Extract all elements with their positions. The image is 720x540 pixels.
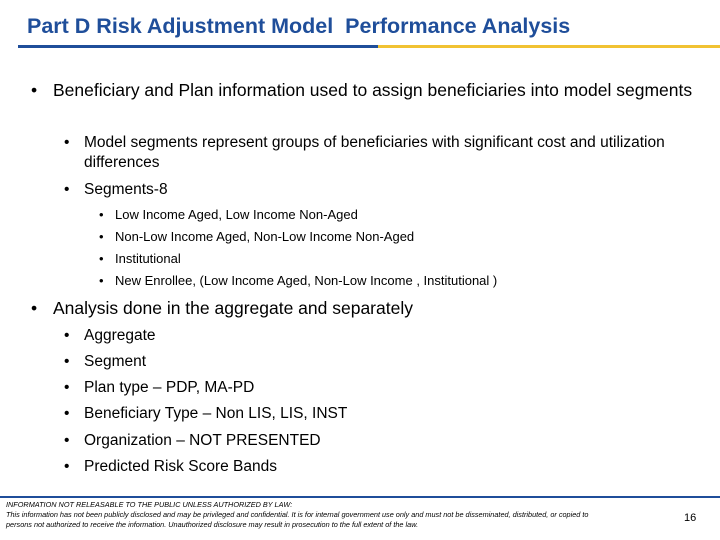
bullet-model-segments bbox=[64, 133, 704, 173]
bullet-organization bbox=[64, 431, 704, 451]
bullet-marker: • bbox=[64, 432, 70, 449]
bullet-marker: • bbox=[99, 229, 104, 244]
bullet-text: Organization – NOT PRESENTED bbox=[84, 432, 321, 449]
footer-heading: INFORMATION NOT RELEASABLE TO THE PUBLIC UNLESS AUTHORIZED BY LAW: bbox=[6, 500, 293, 509]
bullet-risk-score-bands bbox=[64, 457, 704, 477]
bullet-marker: • bbox=[64, 181, 70, 198]
bullet-marker: • bbox=[99, 273, 104, 288]
bullet-text: Model segments represent groups of beneficiaries with significant cost and utilization differences bbox=[84, 134, 665, 171]
bullet-marker: • bbox=[31, 298, 38, 318]
bullet-text: Aggregate bbox=[84, 327, 156, 344]
bullet-text: Segments-8 bbox=[84, 181, 168, 198]
bullet-text: Analysis done in the aggregate and separately bbox=[53, 298, 413, 318]
bullet-text: Beneficiary Type – Non LIS, LIS, INST bbox=[84, 405, 348, 422]
footer-disclaimer: This information has not been publicly disclosed and may be privileged and confidential. It is for internal government use only and must not be disseminated, distributed, or copied to persons not authorized to receive the information. Unauthorized disclosure may result in prosecution to the full extent of the law. bbox=[6, 510, 589, 529]
bullet-marker: • bbox=[64, 405, 70, 422]
bullet-segments-8 bbox=[64, 180, 704, 200]
bullet-text: Non-Low Income Aged, Non-Low Income Non-Aged bbox=[115, 229, 415, 244]
slide-title: Part D Risk Adjustment Model Performance Analysis bbox=[27, 14, 571, 38]
bullet-marker: • bbox=[64, 353, 70, 370]
bullet-non-low-income bbox=[99, 228, 715, 245]
bullet-beneficiary-type bbox=[64, 404, 704, 424]
bullet-marker: • bbox=[64, 379, 70, 396]
bullet-segment bbox=[64, 352, 704, 372]
bullet-text: Beneficiary and Plan information used to assign beneficiaries into model segments bbox=[53, 80, 693, 100]
bullet-text: Segment bbox=[84, 353, 147, 370]
title-underline-primary bbox=[18, 45, 378, 48]
bullet-marker: • bbox=[99, 251, 104, 266]
bullet-text: New Enrollee, (Low Income Aged, Non-Low Income , Institutional ) bbox=[115, 273, 498, 288]
bullet-low-income bbox=[99, 206, 715, 223]
bullet-analysis bbox=[31, 298, 703, 319]
page-number: 16 bbox=[684, 512, 697, 524]
bullet-beneficiary-plan-info bbox=[31, 80, 703, 101]
bullet-marker: • bbox=[31, 80, 38, 100]
bullet-marker: • bbox=[99, 207, 104, 222]
bullet-marker: • bbox=[64, 458, 70, 475]
footer-divider bbox=[0, 496, 720, 498]
bullet-text: Institutional bbox=[115, 251, 181, 266]
bullet-institutional bbox=[99, 250, 715, 267]
bullet-text: Low Income Aged, Low Income Non-Aged bbox=[115, 207, 358, 222]
bullet-text: Plan type – PDP, MA-PD bbox=[84, 379, 255, 396]
bullet-new-enrollee bbox=[99, 272, 715, 289]
bullet-marker: • bbox=[64, 327, 70, 344]
title-underline-accent bbox=[378, 45, 720, 48]
bullet-plan-type bbox=[64, 378, 704, 398]
bullet-text: Predicted Risk Score Bands bbox=[84, 458, 277, 475]
bullet-aggregate bbox=[64, 326, 704, 346]
bullet-marker: • bbox=[64, 134, 70, 151]
